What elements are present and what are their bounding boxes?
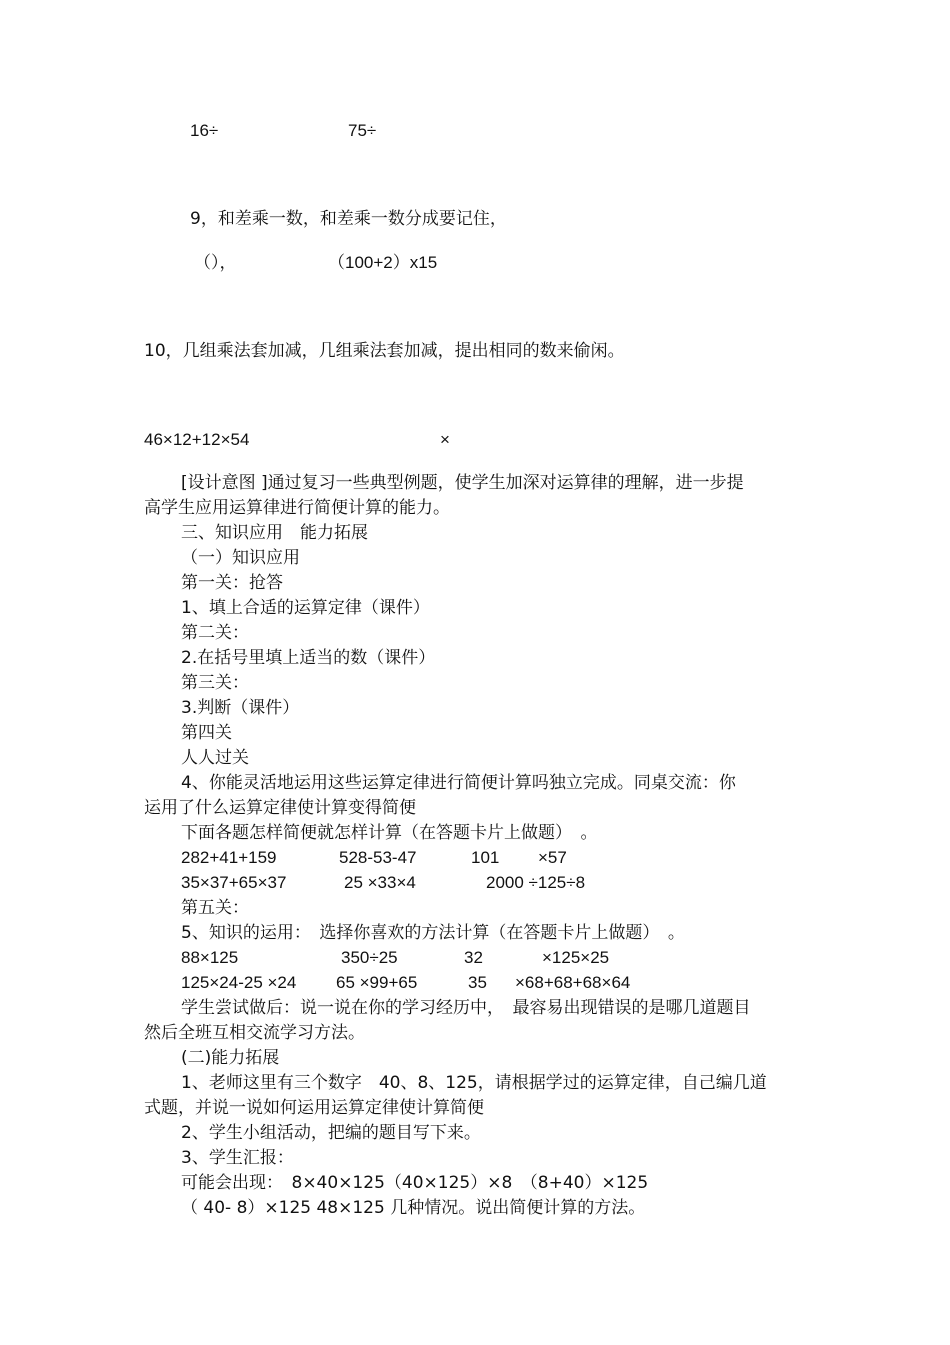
- calc-row-2-b: 25 ×33×4: [344, 873, 416, 892]
- rule-10-example: 46×12+12×54: [144, 430, 250, 449]
- calc-row-4-c: 35: [468, 973, 487, 992]
- expr-75-div: 75÷: [348, 121, 377, 140]
- question-5: 5、知识的运用： 选择你喜欢的方法计算（在答题卡片上做题） 。: [181, 923, 685, 943]
- section-3-heading: 三、知识应用 能力拓展: [181, 523, 368, 543]
- calc-row-1-c: 101: [471, 848, 500, 867]
- level-3: 第三关：: [181, 673, 249, 693]
- rule-9-example: （100+2）x15: [328, 253, 438, 272]
- extension-1-line-2: 式题，并说一说如何运用运算定律使计算简便: [144, 1098, 484, 1118]
- question-1: 1、填上合适的运算定律（课件）: [181, 598, 430, 618]
- calc-row-3-b: 350÷25: [341, 948, 398, 967]
- calc-row-1-a: 282+41+159: [181, 848, 277, 867]
- expr-16-div: 16÷: [190, 121, 219, 140]
- question-4-line-3: 下面各题怎样简便就怎样计算（在答题卡片上做题） 。: [181, 823, 598, 843]
- calc-row-4-b: 65 ×99+65: [336, 973, 418, 992]
- calc-row-1-d: ×57: [538, 848, 567, 867]
- question-2: 2.在括号里填上适当的数（课件）: [181, 648, 436, 668]
- level-4-subtitle: 人人过关: [181, 748, 249, 768]
- level-1: 第一关：抢答: [181, 573, 283, 593]
- student-try-line-1: 学生尝试做后：说一说在你的学习经历中， 最容易出现错误的是哪几道题目: [181, 998, 751, 1018]
- extension-1-line-1: 1、老师这里有三个数字 40、8、125，请根据学过的运算定律，自己编几道: [181, 1073, 767, 1093]
- rule-9-blank: （），: [194, 253, 237, 273]
- design-intent-line-1: [设计意图 ]通过复习一些典型例题，使学生加深对运算律的理解，进一步提: [181, 473, 744, 493]
- level-5: 第五关：: [181, 898, 249, 918]
- calc-row-2-a: 35×37+65×37: [181, 873, 287, 892]
- level-2: 第二关：: [181, 623, 249, 643]
- design-intent-line-2: 高学生应用运算律进行简便计算的能力。: [144, 498, 450, 518]
- extension-3-examples-1: 可能会出现： 8×40×125（40×125）×8 （8+40）×125: [181, 1173, 649, 1193]
- calc-row-1-b: 528-53-47: [339, 848, 417, 867]
- rule-10-example-b: ×: [440, 430, 450, 449]
- calc-row-2-c: 2000 ÷125÷8: [486, 873, 586, 892]
- calc-row-3-d: ×125×25: [542, 948, 610, 967]
- calc-row-4-a: 125×24-25 ×24: [181, 973, 297, 992]
- extension-3-examples-2: （ 40- 8）×125 48×125 几种情况。说出简便计算的方法。: [181, 1198, 646, 1218]
- calc-row-3-a: 88×125: [181, 948, 239, 967]
- rule-10: 10，几组乘法套加减，几组乘法套加减，提出相同的数来偷闲。: [144, 341, 625, 361]
- level-4: 第四关: [181, 723, 232, 743]
- subsection-1-heading: （一）知识应用: [181, 548, 300, 568]
- rule-9: 9，和差乘一数，和差乘一数分成要记住，: [190, 209, 507, 229]
- extension-3: 3、学生汇报：: [181, 1148, 294, 1168]
- calc-row-4-d: ×68+68+68×64: [515, 973, 631, 992]
- subsection-2-heading: (二)能力拓展: [181, 1048, 280, 1068]
- question-3: 3.判断（课件）: [181, 698, 300, 718]
- extension-2: 2、学生小组活动，把编的题目写下来。: [181, 1123, 481, 1143]
- question-4-line-1: 4、你能灵活地运用这些运算定律进行简便计算吗独立完成。同桌交流：你: [181, 773, 736, 793]
- calc-row-3-c: 32: [464, 948, 483, 967]
- question-4-line-2: 运用了什么运算定律使计算变得简便: [144, 798, 416, 818]
- student-try-line-2: 然后全班互相交流学习方法。: [144, 1023, 365, 1043]
